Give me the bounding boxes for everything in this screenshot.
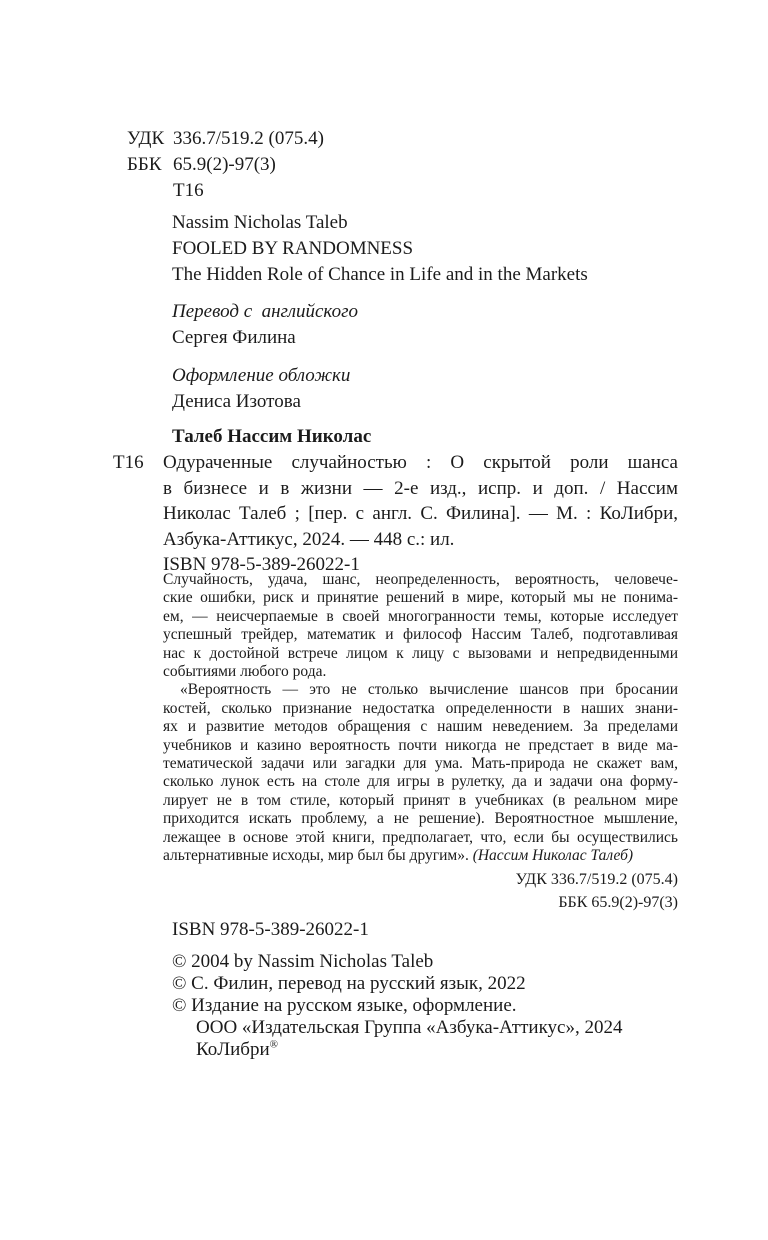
catalog-entry-block [113,424,678,578]
annotation-paragraph-2-last-line [163,847,678,865]
footer-udk: УДК 336.7/519.2 (075.4) [515,871,678,888]
bbk-label: ББК [127,154,162,175]
bbk-row [127,152,324,178]
annotation-block [163,571,678,866]
publisher-line: ООО «Издательская Группа «Азбука-Аттикус», 2024 [196,1017,623,1038]
annotation-attribution: (Нассим Николас Талеб) [472,847,634,865]
empty-label [127,178,173,204]
annotation-paragraph-1: Случайность, удача, шанс, неопределенность, вероятность, человече- ские ошибки, риск и принятие решений в мире, который мы не понима- ем, — неисчерпаемые в своей многогранности темы, которые исследует успешный трейдер, математик и философ Нассим Талеб, подготавливая нас к достойной встрече лицом к лицу с вызовами и непредвиденными событиями любого рода. [163,571,678,681]
catalog-isbn: ISBN 978-5-389-26022-1 [163,554,360,575]
bbk-value: 65.9(2)-97(3) [173,154,276,175]
annotation-quote-end: альтернативные исходы, мир был бы другим». [163,847,473,865]
header-codes-block [127,126,324,204]
udk-label: УДК [127,128,165,149]
catalog-description: Одураченные случайностью : О скрытой роли шанса в бизнесе и в жизни — 2-е изд., испр. и доп. / Нассим Николас Талеб ; [пер. с англ. С. Филина]. — М. : КоЛибри, Азбука-Аттикус, 2024. — 448 с.: ил. [163,452,678,550]
registered-trademark-mark: ® [269,1038,278,1051]
translator-name: Сергея Филина [172,327,296,348]
copyright-translation: © С. Филин, перевод на русский язык, 2022 [172,973,526,994]
catalog-entry-row [113,450,678,552]
copyright-edition: © Издание на русском языке, оформление. [172,995,517,1016]
cover-designer-name: Дениса Изотова [172,391,301,412]
cover-credit-block [172,363,350,415]
catalog-author: Талеб Нассим Николас [172,426,372,447]
translation-credit-block [172,299,358,351]
footer-codes-block [163,869,678,914]
udk-value: 336.7/519.2 (075.4) [173,128,324,149]
catalog-code: Т16 [113,452,144,473]
author-code-value: Т16 [173,180,204,201]
translation-role-label: Перевод с английского [172,301,359,322]
original-author: Nassim Nicholas Taleb [172,212,348,233]
original-subtitle: The Hidden Role of Chance in Life and in the Markets [172,264,588,285]
original-title-block [172,210,588,288]
imprint-line [196,1039,622,1061]
isbn-footer: ISBN 978-5-389-26022-1 [172,919,369,940]
cover-role-label: Оформление обложки [172,365,351,386]
copyright-block [172,951,622,1061]
udk-row [127,126,324,152]
copyright-original: © 2004 by Nassim Nicholas Taleb [172,951,434,972]
original-title: FOOLED BY RANDOMNESS [172,238,414,259]
author-code-row [127,178,324,204]
imprint-name: КоЛибри [196,1039,270,1060]
annotation-paragraph-2: «Вероятность — это не столько вычисление шансов при бросании костей, сколько признание недостатка определенности в наших знани- ях и развитие методов обращения с нашим неведением. За пределами учебников и казино вероятность почти никогда не предстает в виде ма- тематической задачи или загадки для ума. Мать-природа не скажет вам, сколько лунок есть на столе для игры в рулетку, да и задачи она форму- лирует не в том стиле, который принят в учебниках (в реальном мире приходится искать проблему, а не решение). Вероятностное мышление, лежащее в основе этой книги, предполагает, что, если бы осуществились [163,681,678,846]
footer-bbk: ББК 65.9(2)-97(3) [558,893,678,911]
